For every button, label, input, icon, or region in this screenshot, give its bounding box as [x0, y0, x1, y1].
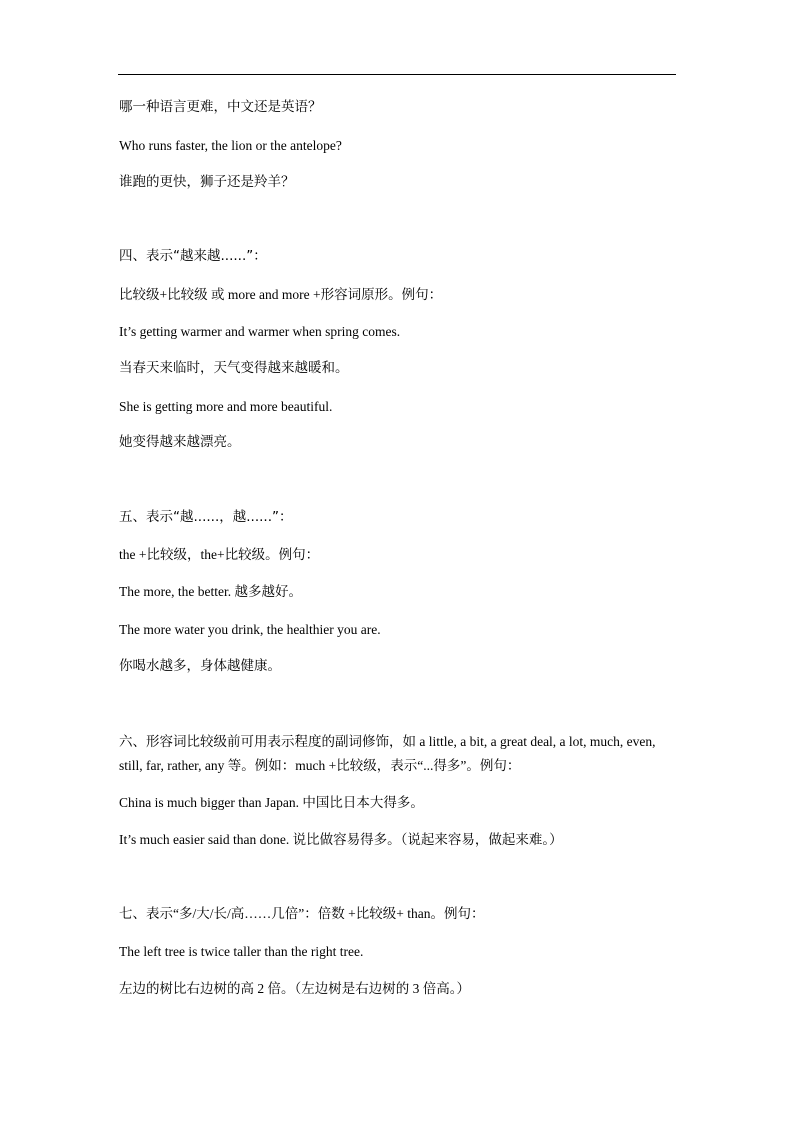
example-sentence-zh: 左边的树比右边树的高 2 倍。（左边树是右边树的 3 倍高。）: [119, 981, 470, 996]
example-sentence-mixed: The more, the better. 越多越好。: [119, 584, 302, 599]
rule-text-4: 比较级+比较级 或 more and more +形容词原形。例句：: [119, 287, 443, 302]
example-sentence-en: The left tree is twice taller than the right tree.: [119, 944, 364, 959]
example-question-zh: 哪一种语言更难，中文还是英语？: [119, 99, 322, 115]
example-sentence-en: The more water you drink, the healthier you are.: [119, 622, 381, 637]
section-heading-6: 六、形容词比较级前可用表示程度的副词修饰，如 a little, a bit, a great deal, a lot, much, even,: [119, 734, 656, 749]
example-sentence-zh: 谁跑的更快，狮子还是羚羊？: [119, 174, 295, 190]
section-heading-5: 五、表示“越......，越......”：: [119, 509, 293, 525]
rule-text-5: the +比较级，the+比较级。例句：: [119, 547, 320, 562]
section-heading-7: 七、表示“多/大/长/高……几倍”：倍数 +比较级+ than。例句：: [119, 906, 485, 921]
example-sentence-mixed: China is much bigger than Japan. 中国比日本大得多。: [119, 795, 424, 810]
section-heading-4: 四、表示“越来越......”：: [119, 248, 267, 264]
example-sentence-en: Who runs faster, the lion or the antelope?: [119, 138, 342, 153]
header-rule: [118, 74, 676, 75]
example-sentence-mixed: It’s much easier said than done. 说比做容易得多。（说起来容易，做起来难。）: [119, 832, 563, 847]
example-sentence-zh: 她变得越来越漂亮。: [119, 434, 241, 450]
example-sentence-zh: 你喝水越多，身体越健康。: [119, 658, 281, 674]
example-sentence-en: She is getting more and more beautiful.: [119, 399, 333, 414]
example-sentence-en: It’s getting warmer and warmer when spring comes.: [119, 324, 401, 339]
example-sentence-zh: 当春天来临时，天气变得越来越暖和。: [119, 360, 349, 376]
section-heading-6-cont: still, far, rather, any 等。例如：much +比较级，表示“...得多”。例句：: [119, 758, 521, 773]
